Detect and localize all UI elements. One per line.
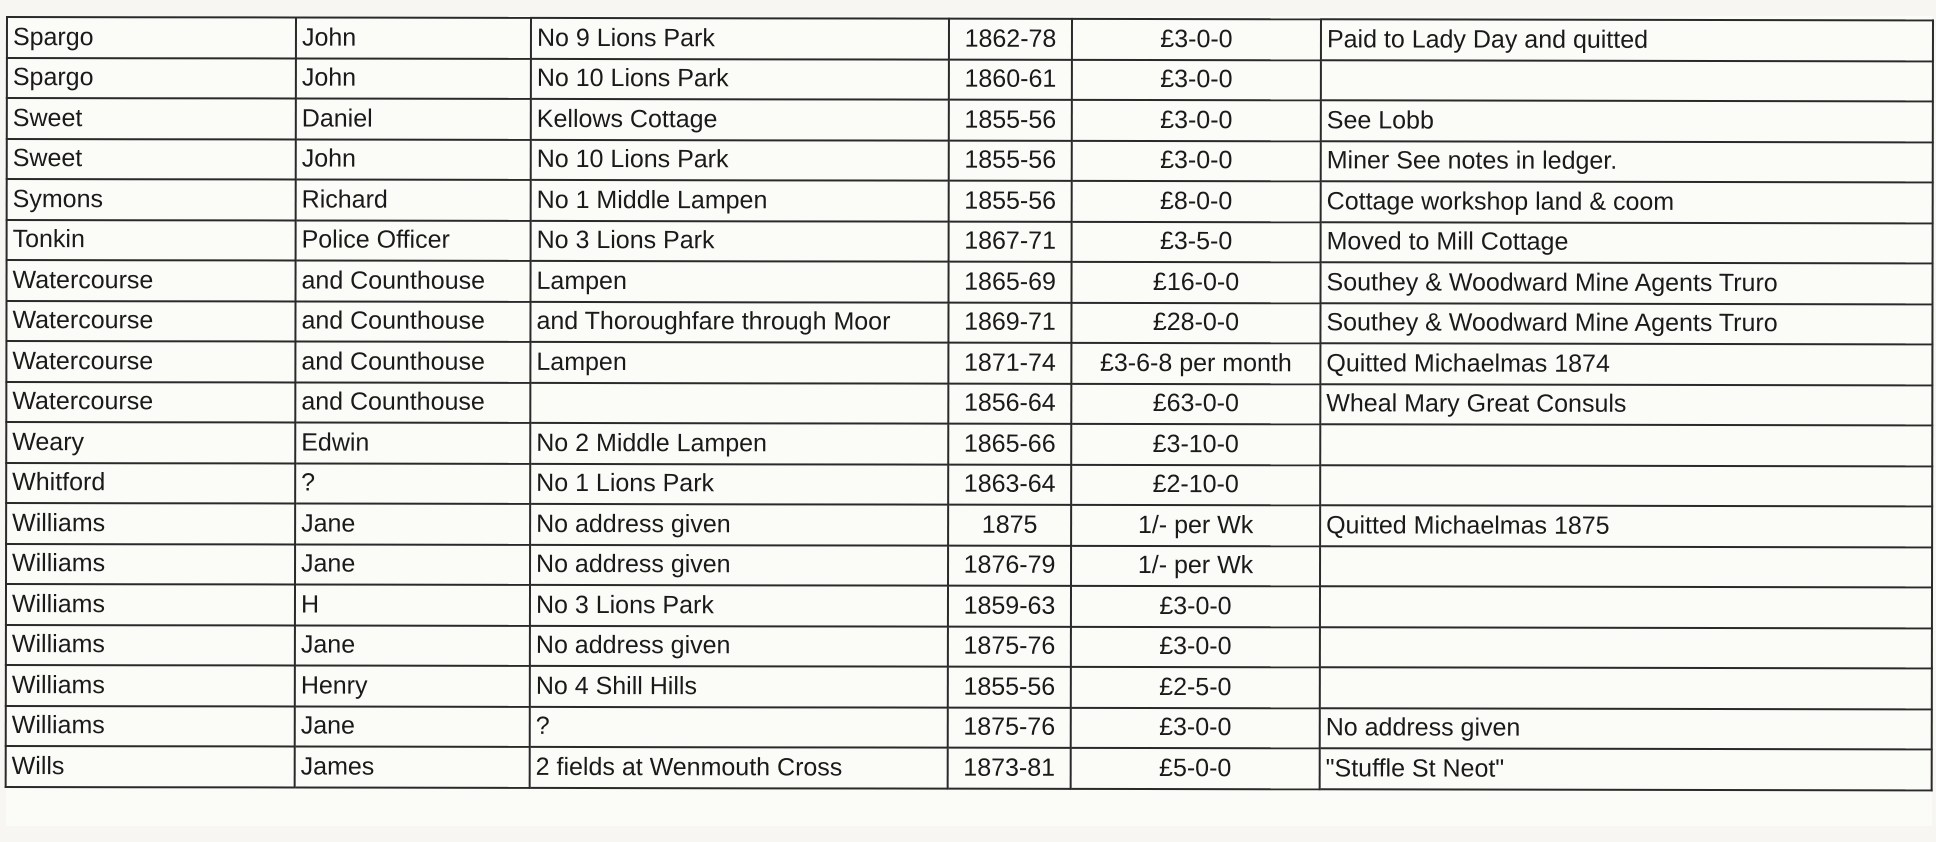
forename-cell: ? <box>295 463 530 504</box>
property-cell: Lampen <box>531 261 949 302</box>
tenant-ledger-sheet <box>6 16 1932 826</box>
property-cell: No 3 Lions Park <box>531 220 949 261</box>
surname-cell: Spargo <box>7 17 296 58</box>
property-cell <box>530 382 948 423</box>
surname-cell: Williams <box>6 503 295 544</box>
surname-cell: Williams <box>6 584 295 625</box>
property-cell: No address given <box>530 625 948 666</box>
property-cell: No 2 Middle Lampen <box>530 423 948 464</box>
forename-cell: John <box>296 139 531 180</box>
surname-cell: Sweet <box>7 98 296 139</box>
table-row <box>6 463 1932 507</box>
forename-cell: H <box>295 585 530 626</box>
notes-cell <box>1320 627 1932 669</box>
rent-cell: £2-5-0 <box>1071 667 1320 708</box>
years-cell: 1860-61 <box>949 59 1072 100</box>
rent-cell: £3-5-0 <box>1072 221 1321 262</box>
forename-cell: Edwin <box>295 423 530 464</box>
property-cell: No 1 Middle Lampen <box>531 180 949 221</box>
table-row <box>7 58 1933 102</box>
years-cell: 1859-63 <box>948 586 1071 627</box>
property-cell: ? <box>530 706 948 747</box>
property-cell: No address given <box>530 504 948 545</box>
rent-cell: 1/- per Wk <box>1071 505 1320 546</box>
table-row <box>7 17 1933 61</box>
notes-cell <box>1320 424 1932 466</box>
years-cell: 1873-81 <box>948 748 1071 789</box>
notes-cell: Paid to Lady Day and quitted <box>1321 19 1933 61</box>
property-cell: No 10 Lions Park <box>531 139 949 180</box>
surname-cell: Whitford <box>6 463 295 504</box>
notes-cell: Cottage workshop land & coom <box>1321 181 1933 223</box>
property-cell: No 4 Shill Hills <box>530 666 948 707</box>
notes-cell: See Lobb <box>1321 100 1933 142</box>
notes-cell: "Stuffle St Neot" <box>1320 748 1932 790</box>
forename-cell: and Counthouse <box>295 382 530 423</box>
forename-cell: Jane <box>295 544 530 585</box>
surname-cell: Williams <box>6 665 295 706</box>
rent-cell: £5-0-0 <box>1071 748 1320 789</box>
rent-cell: £16-0-0 <box>1072 262 1321 303</box>
surname-cell: Williams <box>6 706 295 747</box>
years-cell: 1862-78 <box>949 19 1072 60</box>
property-cell: Kellows Cottage <box>531 99 949 140</box>
notes-cell <box>1320 465 1932 507</box>
years-cell: 1871-74 <box>948 343 1071 384</box>
forename-cell: Daniel <box>296 99 531 140</box>
rent-cell: 1/- per Wk <box>1071 545 1320 586</box>
years-cell: 1855-56 <box>948 667 1071 708</box>
rent-cell: £3-0-0 <box>1071 707 1320 748</box>
notes-cell: Miner See notes in ledger. <box>1321 141 1933 183</box>
notes-cell <box>1320 667 1932 709</box>
table-row <box>6 746 1932 790</box>
notes-cell: Moved to Mill Cottage <box>1321 222 1933 264</box>
table-row <box>7 260 1933 304</box>
forename-cell: and Counthouse <box>295 342 530 383</box>
surname-cell: Williams <box>6 625 295 666</box>
surname-cell: Watercourse <box>6 301 295 342</box>
table-row <box>7 220 1933 264</box>
years-cell: 1875-76 <box>948 707 1071 748</box>
rent-cell: £3-0-0 <box>1071 586 1320 627</box>
property-cell: Lampen <box>530 342 948 383</box>
years-cell: 1856-64 <box>948 383 1071 424</box>
rent-cell: £3-0-0 <box>1072 59 1321 100</box>
surname-cell: Watercourse <box>7 260 296 301</box>
forename-cell: and Counthouse <box>295 301 530 342</box>
years-cell: 1869-71 <box>948 302 1071 343</box>
forename-cell: John <box>296 18 531 59</box>
notes-cell: Quitted Michaelmas 1875 <box>1320 505 1932 547</box>
years-cell: 1875 <box>948 505 1071 546</box>
property-cell: No 10 Lions Park <box>531 58 949 99</box>
table-row <box>6 584 1932 628</box>
table-row <box>6 382 1932 426</box>
property-cell: No 1 Lions Park <box>530 463 948 504</box>
forename-cell: and Counthouse <box>296 261 531 302</box>
years-cell: 1855-56 <box>949 100 1072 141</box>
rent-cell: £3-6-8 per month <box>1071 343 1320 384</box>
rent-cell: £3-0-0 <box>1072 19 1321 60</box>
surname-cell: Weary <box>6 422 295 463</box>
notes-cell: Wheal Mary Great Consuls <box>1320 384 1932 426</box>
surname-cell: Williams <box>6 544 295 585</box>
surname-cell: Wills <box>6 746 295 787</box>
tenant-table <box>5 16 1934 791</box>
rent-cell: £3-0-0 <box>1072 100 1321 141</box>
table-row <box>7 139 1933 183</box>
years-cell: 1865-66 <box>948 424 1071 465</box>
forename-cell: James <box>295 747 530 788</box>
years-cell: 1863-64 <box>948 464 1071 505</box>
table-row <box>6 503 1932 547</box>
surname-cell: Watercourse <box>6 341 295 382</box>
years-cell: 1855-56 <box>949 181 1072 222</box>
rent-cell: £3-10-0 <box>1071 424 1320 465</box>
property-cell: No address given <box>530 544 948 585</box>
surname-cell: Watercourse <box>6 382 295 423</box>
notes-cell: Southey & Woodward Mine Agents Truro <box>1321 262 1933 304</box>
table-row <box>6 341 1932 385</box>
property-cell: 2 fields at Wenmouth Cross <box>530 747 948 788</box>
table-row <box>6 301 1932 345</box>
forename-cell: Jane <box>295 504 530 545</box>
rent-cell: £3-0-0 <box>1071 626 1320 667</box>
notes-cell: Quitted Michaelmas 1874 <box>1320 343 1932 385</box>
table-row <box>6 706 1932 750</box>
forename-cell: Richard <box>296 180 531 221</box>
forename-cell: Jane <box>295 625 530 666</box>
rent-cell: £3-0-0 <box>1072 140 1321 181</box>
table-row <box>6 625 1932 669</box>
rent-cell: £2-10-0 <box>1071 464 1320 505</box>
rent-cell: £8-0-0 <box>1072 181 1321 222</box>
forename-cell: Jane <box>295 706 530 747</box>
forename-cell: John <box>296 58 531 99</box>
years-cell: 1865-69 <box>949 262 1072 303</box>
forename-cell: Police Officer <box>296 220 531 261</box>
years-cell: 1855-56 <box>949 140 1072 181</box>
surname-cell: Spargo <box>7 58 296 99</box>
table-row <box>7 179 1933 223</box>
years-cell: 1867-71 <box>949 221 1072 262</box>
table-row <box>6 544 1932 588</box>
rent-cell: £28-0-0 <box>1071 302 1320 343</box>
notes-cell: Southey & Woodward Mine Agents Truro <box>1320 303 1932 345</box>
table-row <box>7 98 1933 142</box>
surname-cell: Sweet <box>7 139 296 180</box>
table-row <box>6 665 1932 709</box>
property-cell: No 9 Lions Park <box>531 18 949 59</box>
notes-cell <box>1321 60 1933 102</box>
notes-cell <box>1320 546 1932 588</box>
years-cell: 1875-76 <box>948 626 1071 667</box>
property-cell: No 3 Lions Park <box>530 585 948 626</box>
years-cell: 1876-79 <box>948 545 1071 586</box>
surname-cell: Symons <box>7 179 296 220</box>
notes-cell <box>1320 586 1932 628</box>
table-row <box>6 422 1932 466</box>
rent-cell: £63-0-0 <box>1071 383 1320 424</box>
property-cell: and Thoroughfare through Moor <box>530 301 948 342</box>
notes-cell: No address given <box>1320 708 1932 750</box>
forename-cell: Henry <box>295 666 530 707</box>
surname-cell: Tonkin <box>7 220 296 261</box>
